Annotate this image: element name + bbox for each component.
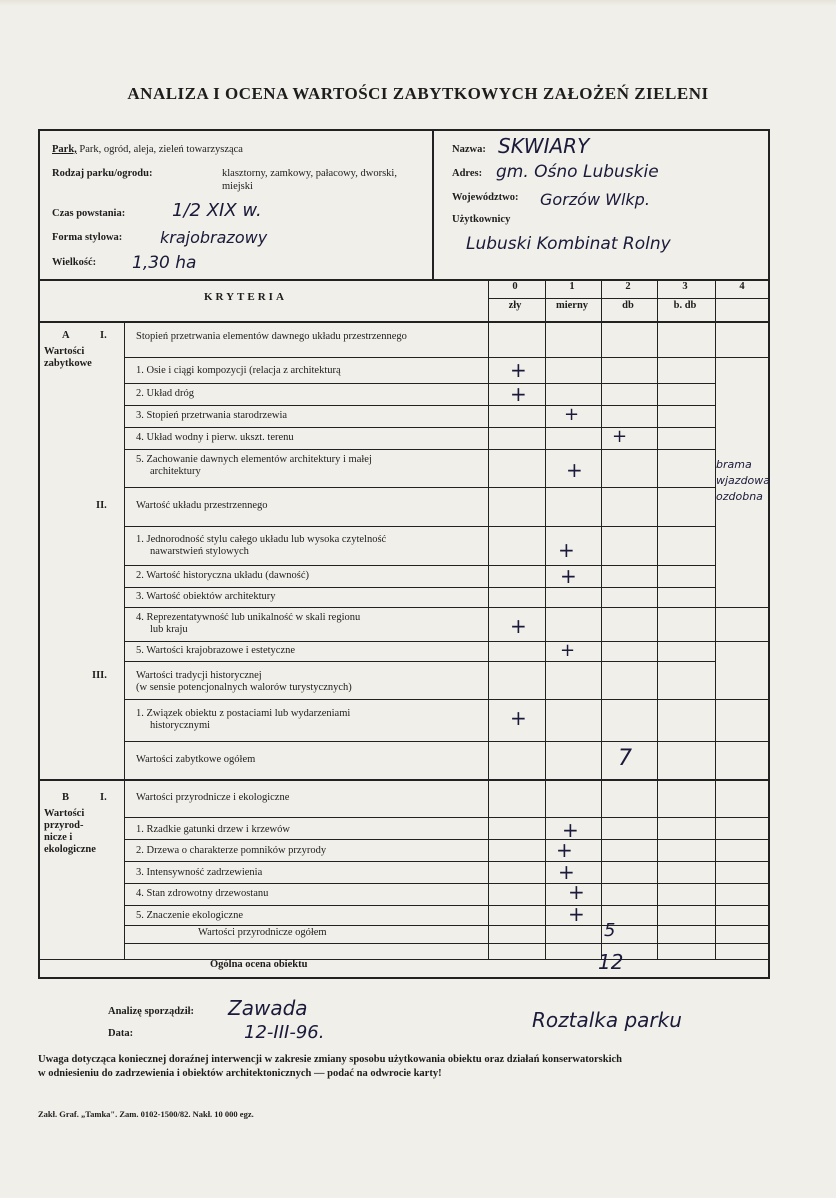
a2-item-3: 3. Wartość obiektów architektury [136, 591, 276, 602]
mark-b-4: + [568, 880, 585, 904]
mark-a1-3: + [564, 404, 580, 425]
section-b-roman: I. [100, 792, 107, 803]
a2-item-5: 5. Wartości krajobrazowe i estetyczne [136, 645, 296, 656]
scale-1-word: mierny [555, 300, 589, 311]
czas-value: 1/2 XIX w. [172, 200, 262, 221]
a1-item-5b: architektury [150, 466, 201, 477]
scale-2-num: 2 [625, 281, 631, 292]
mark-a2-5: + [560, 640, 576, 661]
analiza-label: Analizę sporządził: [108, 1006, 195, 1017]
data-value: 12-III-96. [244, 1022, 325, 1043]
rodzaj-value: klasztorny, zamkowy, pałacowy, dworski, [222, 168, 397, 179]
paper-fold-shade [0, 0, 836, 6]
wojewodztwo-value: Gorzów Wlkp. [540, 190, 650, 209]
mark-a1-5: + [566, 458, 583, 482]
col-0-line [488, 279, 489, 959]
section-a-letter: A [62, 330, 70, 341]
adres-value: gm. Ośno Lubuskie [496, 162, 659, 182]
nazwa-label: Nazwa: [452, 144, 486, 155]
rodzaj-label: Rodzaj parku/ogrodu: [52, 168, 153, 179]
kryteria-bottom-line [40, 321, 770, 323]
mark-a1-1: + [510, 358, 527, 382]
adres-label: Adres: [452, 168, 483, 179]
b-item-2: 2. Drzewa o charakterze pomników przyrody [136, 845, 327, 856]
scale-0-num: 0 [512, 281, 518, 292]
section-b-name-3: nicze i [44, 832, 73, 843]
scale-3-word: b. db [673, 300, 697, 311]
data-label: Data: [108, 1028, 134, 1039]
mark-b-3: + [558, 860, 575, 884]
mark-a1-2: + [510, 382, 527, 406]
section-a3-roman: III. [92, 670, 107, 681]
b-item-1: 1. Rzadkie gatunki drzew i krzewów [136, 824, 290, 835]
mark-b-1: + [562, 818, 579, 842]
section-a-name-2: zabytkowe [44, 358, 92, 369]
section-col-line [124, 321, 125, 959]
note-line-1: Uwaga dotycząca koniecznej doraźnej interwencji w zakresie zmiany sposobu użytkowania obiektu oraz działań konserwatorskich [38, 1054, 622, 1065]
signature: Roztalka parku [532, 1008, 682, 1032]
section-a-name-1: Wartości [44, 346, 85, 357]
uzytkownicy-value: Lubuski Kombinat Rolny [466, 234, 671, 254]
scale-3-num: 3 [682, 281, 688, 292]
kryteria-mid-line [488, 298, 770, 299]
wojewodztwo-label: Województwo: [452, 192, 519, 203]
side-note-2: wjazdowa [716, 474, 771, 487]
scale-4-num: 4 [739, 281, 745, 292]
uzytkownicy-label: Użytkownicy [452, 214, 511, 225]
section-b-name-2: przyrod- [44, 820, 84, 831]
nazwa-value: SKWIARY [498, 134, 590, 158]
mark-a1-4: + [612, 426, 628, 447]
side-note-1: brama [716, 458, 752, 471]
col-2-line [601, 279, 602, 959]
b-total-value: 5 [604, 920, 616, 941]
a1-item-3: 3. Stopień przetrwania starodrzewia [136, 410, 288, 421]
a1-item-5: 5. Zachowanie dawnych elementów architektury i małej [136, 454, 372, 465]
a2-item-1b: nawarstwień stylowych [150, 546, 249, 557]
mark-a2-2: + [560, 564, 577, 588]
section-b-name-4: ekologiczne [44, 844, 96, 855]
mark-b-5: + [568, 902, 585, 926]
a2-item-2: 2. Wartość historyczna układu (dawność) [136, 570, 310, 581]
b-total-label: Wartości przyrodnicze ogółem [198, 927, 327, 938]
b-item-4: 4. Stan zdrowotny drzewostanu [136, 888, 269, 899]
scale-2-word: db [622, 300, 634, 311]
scale-0-word: zły [508, 300, 522, 311]
a2-item-4: 4. Reprezentatywność lub unikalność w skali regionu [136, 612, 361, 623]
b-item-5: 5. Znaczenie ekologiczne [136, 910, 243, 921]
document-title: ANALIZA I OCENA WARTOŚCI ZABYTKOWYCH ZAŁOŻEŃ ZIELENI [127, 84, 709, 103]
header-divider [432, 131, 434, 279]
a-total-value: 7 [618, 746, 632, 771]
overall-label: Ogólna ocena obiektu [210, 959, 308, 970]
group2-title: Wartość układu przestrzennego [136, 500, 268, 511]
group3-title-1: Wartości tradycji historycznej [136, 670, 262, 681]
section-b-name-1: Wartości [44, 808, 85, 819]
group3-title-2: (w sensie potencjonalnych walorów turystycznych) [136, 682, 352, 693]
scale-1-num: 1 [569, 281, 575, 292]
col-4-line [715, 279, 716, 959]
rodzaj-value-2: miejski [222, 181, 253, 192]
section-b-letter: B [62, 792, 70, 803]
park-type-label: Park, Park, ogród, aleja, zieleń towarzysząca [52, 144, 243, 155]
printer-info: Zakł. Graf. „Tamka". Zam. 0102-1500/82. Nakł. 10 000 egz. [38, 1109, 254, 1119]
col-1-line [545, 279, 546, 959]
wielkosc-label: Wielkość: [52, 257, 97, 268]
a2-item-4b: lub kraju [150, 624, 188, 635]
group1-title: Stopień przetrwania elementów dawnego układu przestrzennego [136, 331, 407, 342]
czas-label: Czas powstania: [52, 208, 126, 219]
mark-a3-1: + [510, 706, 527, 730]
b-title: Wartości przyrodnicze i ekologiczne [136, 792, 290, 803]
mark-a2-1: + [558, 538, 575, 562]
forma-label: Forma stylowa: [52, 232, 123, 243]
a-total-label: Wartości zabytkowe ogółem [136, 754, 256, 765]
section-a2-roman: II. [96, 500, 107, 511]
a3-item-1: 1. Związek obiektu z postaciami lub wydarzeniami [136, 708, 351, 719]
section-a-roman: I. [100, 330, 107, 341]
b-item-3: 3. Intensywność zadrzewienia [136, 867, 263, 878]
note-line-2: w odniesieniu do zadrzewienia i obiektów architektonicznych — podać na odwrocie karty! [38, 1068, 442, 1079]
mark-b-2: + [556, 838, 573, 862]
a3-item-1b: historycznymi [150, 720, 211, 731]
overall-value: 12 [598, 950, 624, 974]
a1-item-1: 1. Osie i ciągi kompozycji (relacja z architekturą [136, 365, 341, 376]
wielkosc-value: 1,30 ha [132, 253, 197, 273]
a2-item-1: 1. Jednorodność stylu całego układu lub wysoka czytelność [136, 534, 387, 545]
mark-a2-4: + [510, 614, 527, 638]
side-note-3: ozdobna [716, 490, 763, 503]
forma-value: krajobrazowy [160, 228, 268, 247]
a1-item-2: 2. Układ dróg [136, 388, 195, 399]
kryteria-label: KRYTERIA [204, 291, 287, 303]
col-3-line [657, 279, 658, 959]
analiza-value: Zawada [228, 996, 308, 1020]
a1-item-4: 4. Układ wodny i pierw. ukszt. terenu [136, 432, 294, 443]
